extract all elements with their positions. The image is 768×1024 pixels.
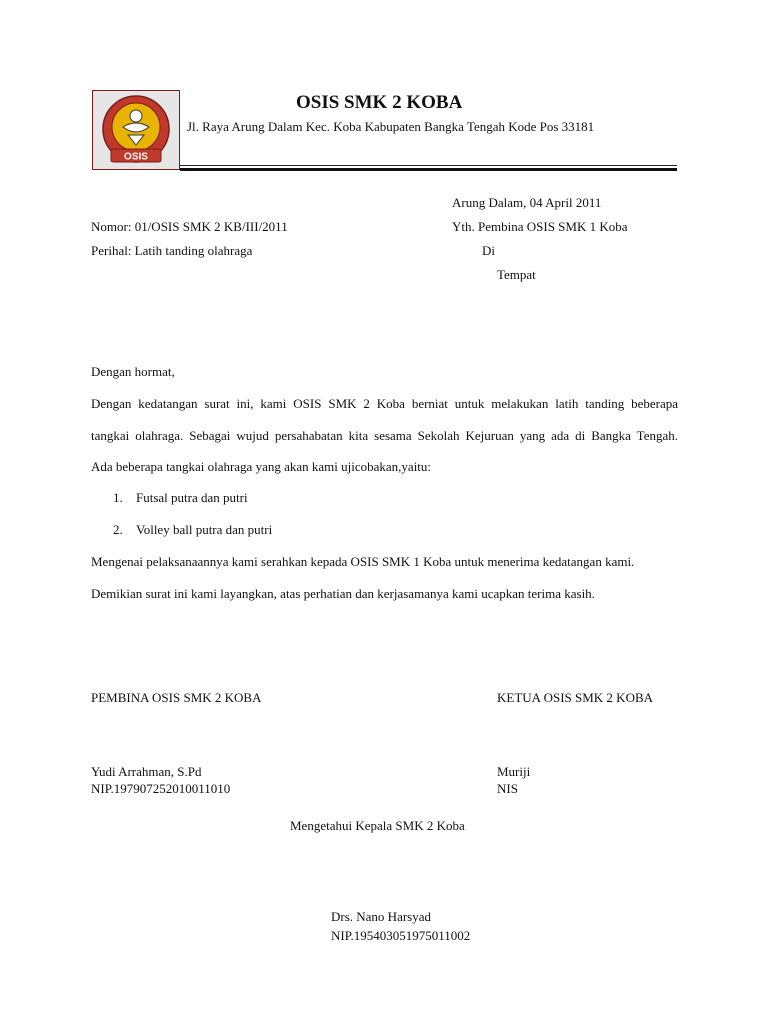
logo-text: OSIS xyxy=(124,151,148,163)
header-divider-thin xyxy=(180,165,677,166)
school-address: Jl. Raya Arung Dalam Kec. Koba Kabupaten Bangka Tengah Kode Pos 33181 xyxy=(187,119,595,134)
paragraph-2: Ada beberapa tangkai olahraga yang akan kami ujicobakan,yaitu: xyxy=(91,459,432,474)
paragraph-4: Demikian surat ini kami layangkan, atas perhatian dan kerjasamanya kami ucapkan terima kasih. xyxy=(91,586,595,601)
letter-subject: Perihal: Latih tanding olahraga xyxy=(91,243,253,258)
place-date: Arung Dalam, 04 April 2011 xyxy=(452,195,602,210)
greeting: Dengan hormat, xyxy=(91,364,175,379)
recipient-di: Di xyxy=(482,243,495,258)
osis-logo xyxy=(92,90,180,170)
recipient: Yth. Pembina OSIS SMK 1 Koba xyxy=(452,219,628,234)
list-item: Futsal putra dan putri xyxy=(136,490,248,505)
signature-left-name: Yudi Arrahman, S.Pd xyxy=(91,764,202,779)
signature-left-title: PEMBINA OSIS SMK 2 KOBA xyxy=(91,690,262,705)
signature-left-id: NIP.197907252010011010 xyxy=(91,781,231,796)
osis-logo-emblem xyxy=(93,91,179,169)
signature-right-name: Muriji xyxy=(497,764,531,779)
letter-number: Nomor: 01/OSIS SMK 2 KB/III/2011 xyxy=(91,219,288,234)
header-divider-thick xyxy=(180,168,677,171)
paragraph-3: Mengenai pelaksanaannya kami serahkan kepada OSIS SMK 1 Koba untuk menerima kedatangan kami. xyxy=(91,554,635,569)
list-item-number: 2. xyxy=(113,522,123,537)
signature-right-id: NIS xyxy=(497,781,518,796)
list-item: Volley ball putra dan putri xyxy=(136,522,273,537)
headmaster-name: Drs. Nano Harsyad xyxy=(331,909,432,924)
paragraph-1-line-1: Dengan kedatangan surat ini, kami OSIS SMK 2 Koba berniat untuk melakukan latih tanding beberapa xyxy=(91,396,678,411)
list-item-number: 1. xyxy=(113,490,123,505)
paragraph-1-line-2: tangkai olahraga. Sebagai wujud persahabatan kita sesama Sekolah Kejuruan yang ada di Bangka Tengah. xyxy=(91,428,678,443)
recipient-place: Tempat xyxy=(497,267,536,282)
headmaster-id: NIP.195403051975011002 xyxy=(331,928,471,943)
signature-right-title: KETUA OSIS SMK 2 KOBA xyxy=(497,690,654,705)
page-title: OSIS SMK 2 KOBA xyxy=(296,92,463,113)
approval-label: Mengetahui Kepala SMK 2 Koba xyxy=(290,818,465,833)
